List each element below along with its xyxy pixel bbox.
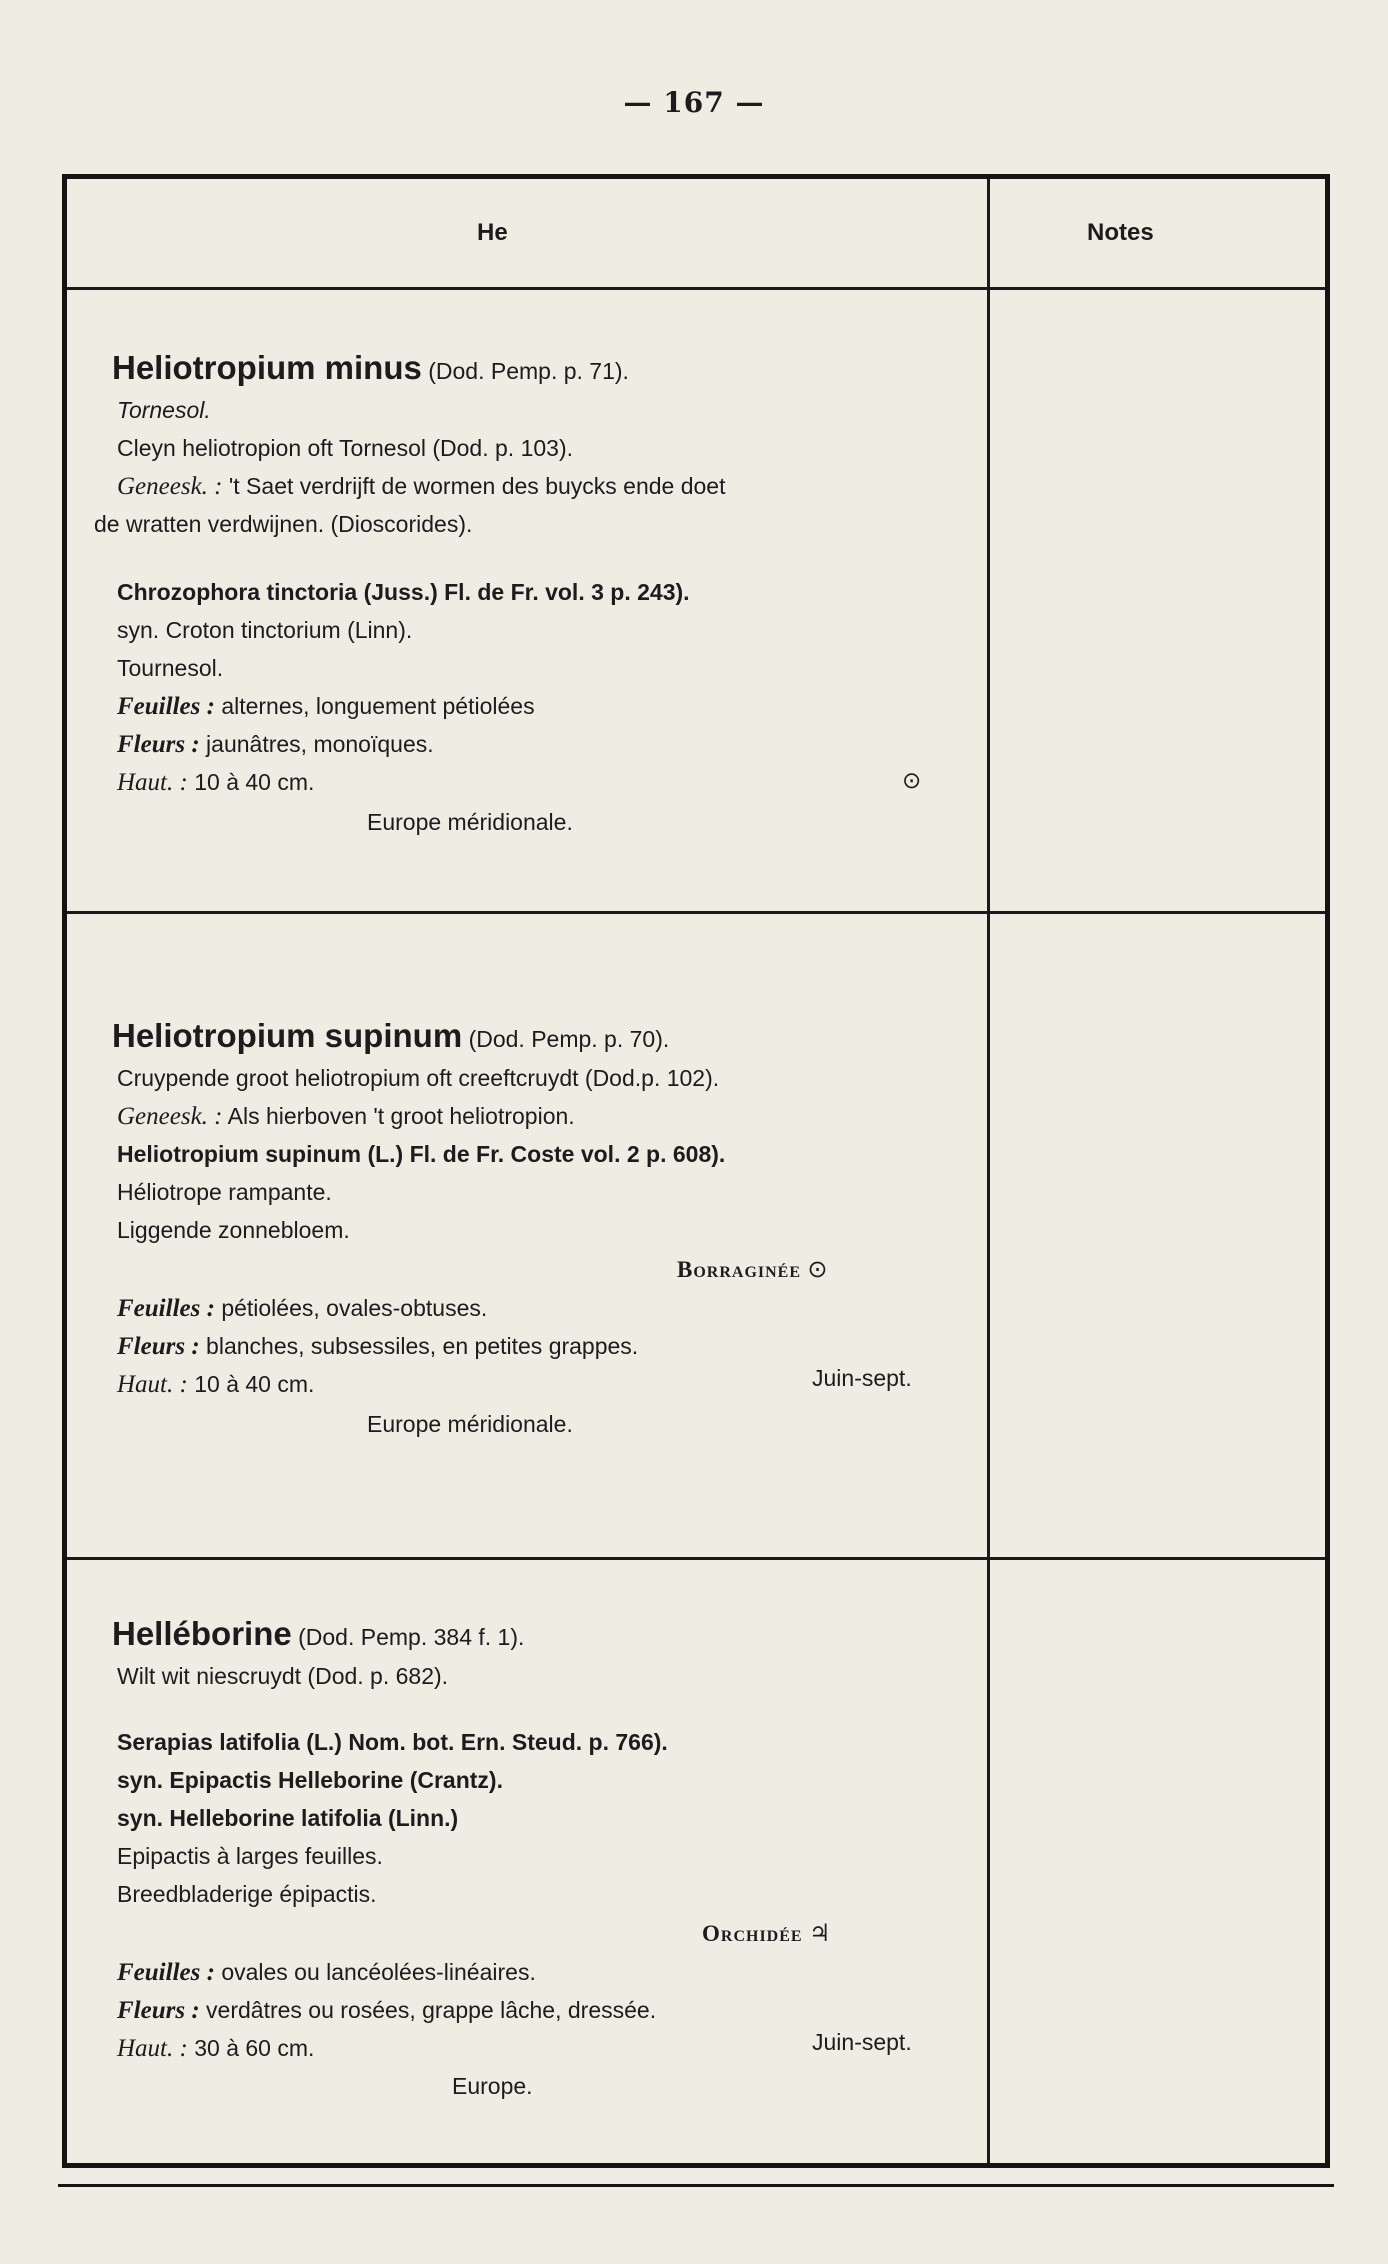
entry-line: syn. Croton tinctorium (Linn). <box>117 617 413 643</box>
entry-title: Helléborine <box>112 1615 292 1652</box>
bottom-rule <box>58 2184 1334 2187</box>
page-number: — 167 — <box>623 86 765 119</box>
entry-line: Héliotrope rampante. <box>117 1179 332 1205</box>
entry-line-text: 10 à 40 cm. <box>194 769 315 795</box>
entry-line-label: Haut. : <box>117 769 188 796</box>
family-name: Borraginée <box>677 1257 802 1282</box>
row-rule-2 <box>67 1557 1325 1560</box>
entry-line: Chrozophora tinctoria (Juss.) Fl. de Fr. vol. 3 p. 243). <box>117 579 690 605</box>
entry-line-label: Fleurs : <box>117 1333 200 1360</box>
entry-line: Europe méridionale. <box>367 1411 573 1437</box>
entry-title: Heliotropium supinum <box>112 1017 463 1054</box>
row-rule-1 <box>67 911 1325 914</box>
entry-line-text: alternes, longuement pétiolées <box>221 693 535 719</box>
entry-line-text: 10 à 40 cm. <box>194 1371 315 1397</box>
entry-line: Europe. <box>452 2073 533 2099</box>
entry-line: Europe méridionale. <box>367 809 573 835</box>
entry-line-label: Haut. : <box>117 1371 188 1398</box>
entry-line-text: 't Saet verdrijft de wormen des buycks ende doet <box>228 473 726 499</box>
column-divider <box>987 179 990 2163</box>
entry-line-label: Feuilles : <box>117 1295 215 1322</box>
column-header-he: He <box>477 219 508 246</box>
entry-line-text: verdâtres ou rosées, grappe lâche, dressée. <box>206 1997 657 2023</box>
entry-line: Cruypende groot heliotropium oft creeftcruydt (Dod.p. 102). <box>117 1065 720 1091</box>
entry-line-label: Haut. : <box>117 2035 188 2062</box>
header-rule <box>67 287 1325 290</box>
entry-line-text: pétiolées, ovales-obtuses. <box>221 1295 488 1321</box>
entry-title-ref: (Dod. Pemp. 384 f. 1). <box>298 1624 525 1650</box>
entry-line: Cleyn heliotropion oft Tornesol (Dod. p. 103). <box>117 435 574 461</box>
entry-line: Tournesol. <box>117 655 224 681</box>
entry-line-label: Geneesk. : <box>117 473 223 500</box>
entry-line: de wratten verdwijnen. (Dioscorides). <box>94 511 473 537</box>
entry-line-label: Fleurs : <box>117 731 200 758</box>
entry-line: syn. Epipactis Helleborine (Crantz). <box>117 1767 503 1793</box>
column-header-notes: Notes <box>1087 219 1154 246</box>
entry-line: Wilt wit niescruydt (Dod. p. 682). <box>117 1663 449 1689</box>
entry-line: Epipactis à larges feuilles. <box>117 1843 383 1869</box>
entry-line-label: Geneesk. : <box>117 1103 223 1130</box>
annual-symbol-icon: ⊙ <box>902 767 922 793</box>
entry-title-ref: (Dod. Pemp. p. 71). <box>428 358 629 384</box>
family-name: Orchidée <box>702 1921 803 1946</box>
entry-title: Heliotropium minus <box>112 349 422 386</box>
entry-line-text: ovales ou lancéolées-linéaires. <box>221 1959 536 1985</box>
entry-line: Serapias latifolia (L.) Nom. bot. Ern. Steud. p. 766). <box>117 1729 668 1755</box>
entry-line: Breedbladerige épipactis. <box>117 1881 377 1907</box>
entry-line: Liggende zonnebloem. <box>117 1217 350 1243</box>
perennial-symbol-icon: ♃ <box>808 1919 831 1947</box>
entry-line: syn. Helleborine latifolia (Linn.) <box>117 1805 459 1831</box>
entry-line: Heliotropium supinum (L.) Fl. de Fr. Coste vol. 2 p. 608). <box>117 1141 726 1167</box>
entry-line: Tornesol. <box>117 397 211 423</box>
entry-line-label: Feuilles : <box>117 1959 215 1986</box>
annual-symbol-icon: ⊙ <box>807 1255 828 1283</box>
entry-line-label: Fleurs : <box>117 1997 200 2024</box>
entry-line-text: 30 à 60 cm. <box>194 2035 315 2061</box>
species-table <box>62 174 1330 2168</box>
entry-line-text: Als hierboven 't groot heliotropion. <box>227 1103 575 1129</box>
flowering-period: Juin-sept. <box>812 2029 912 2055</box>
entry-line-label: Feuilles : <box>117 693 215 720</box>
flowering-period: Juin-sept. <box>812 1365 912 1391</box>
entry-line-text: blanches, subsessiles, en petites grappes. <box>206 1333 639 1359</box>
entry-title-ref: (Dod. Pemp. p. 70). <box>468 1026 670 1052</box>
entry-line-text: jaunâtres, monoïques. <box>206 731 434 757</box>
